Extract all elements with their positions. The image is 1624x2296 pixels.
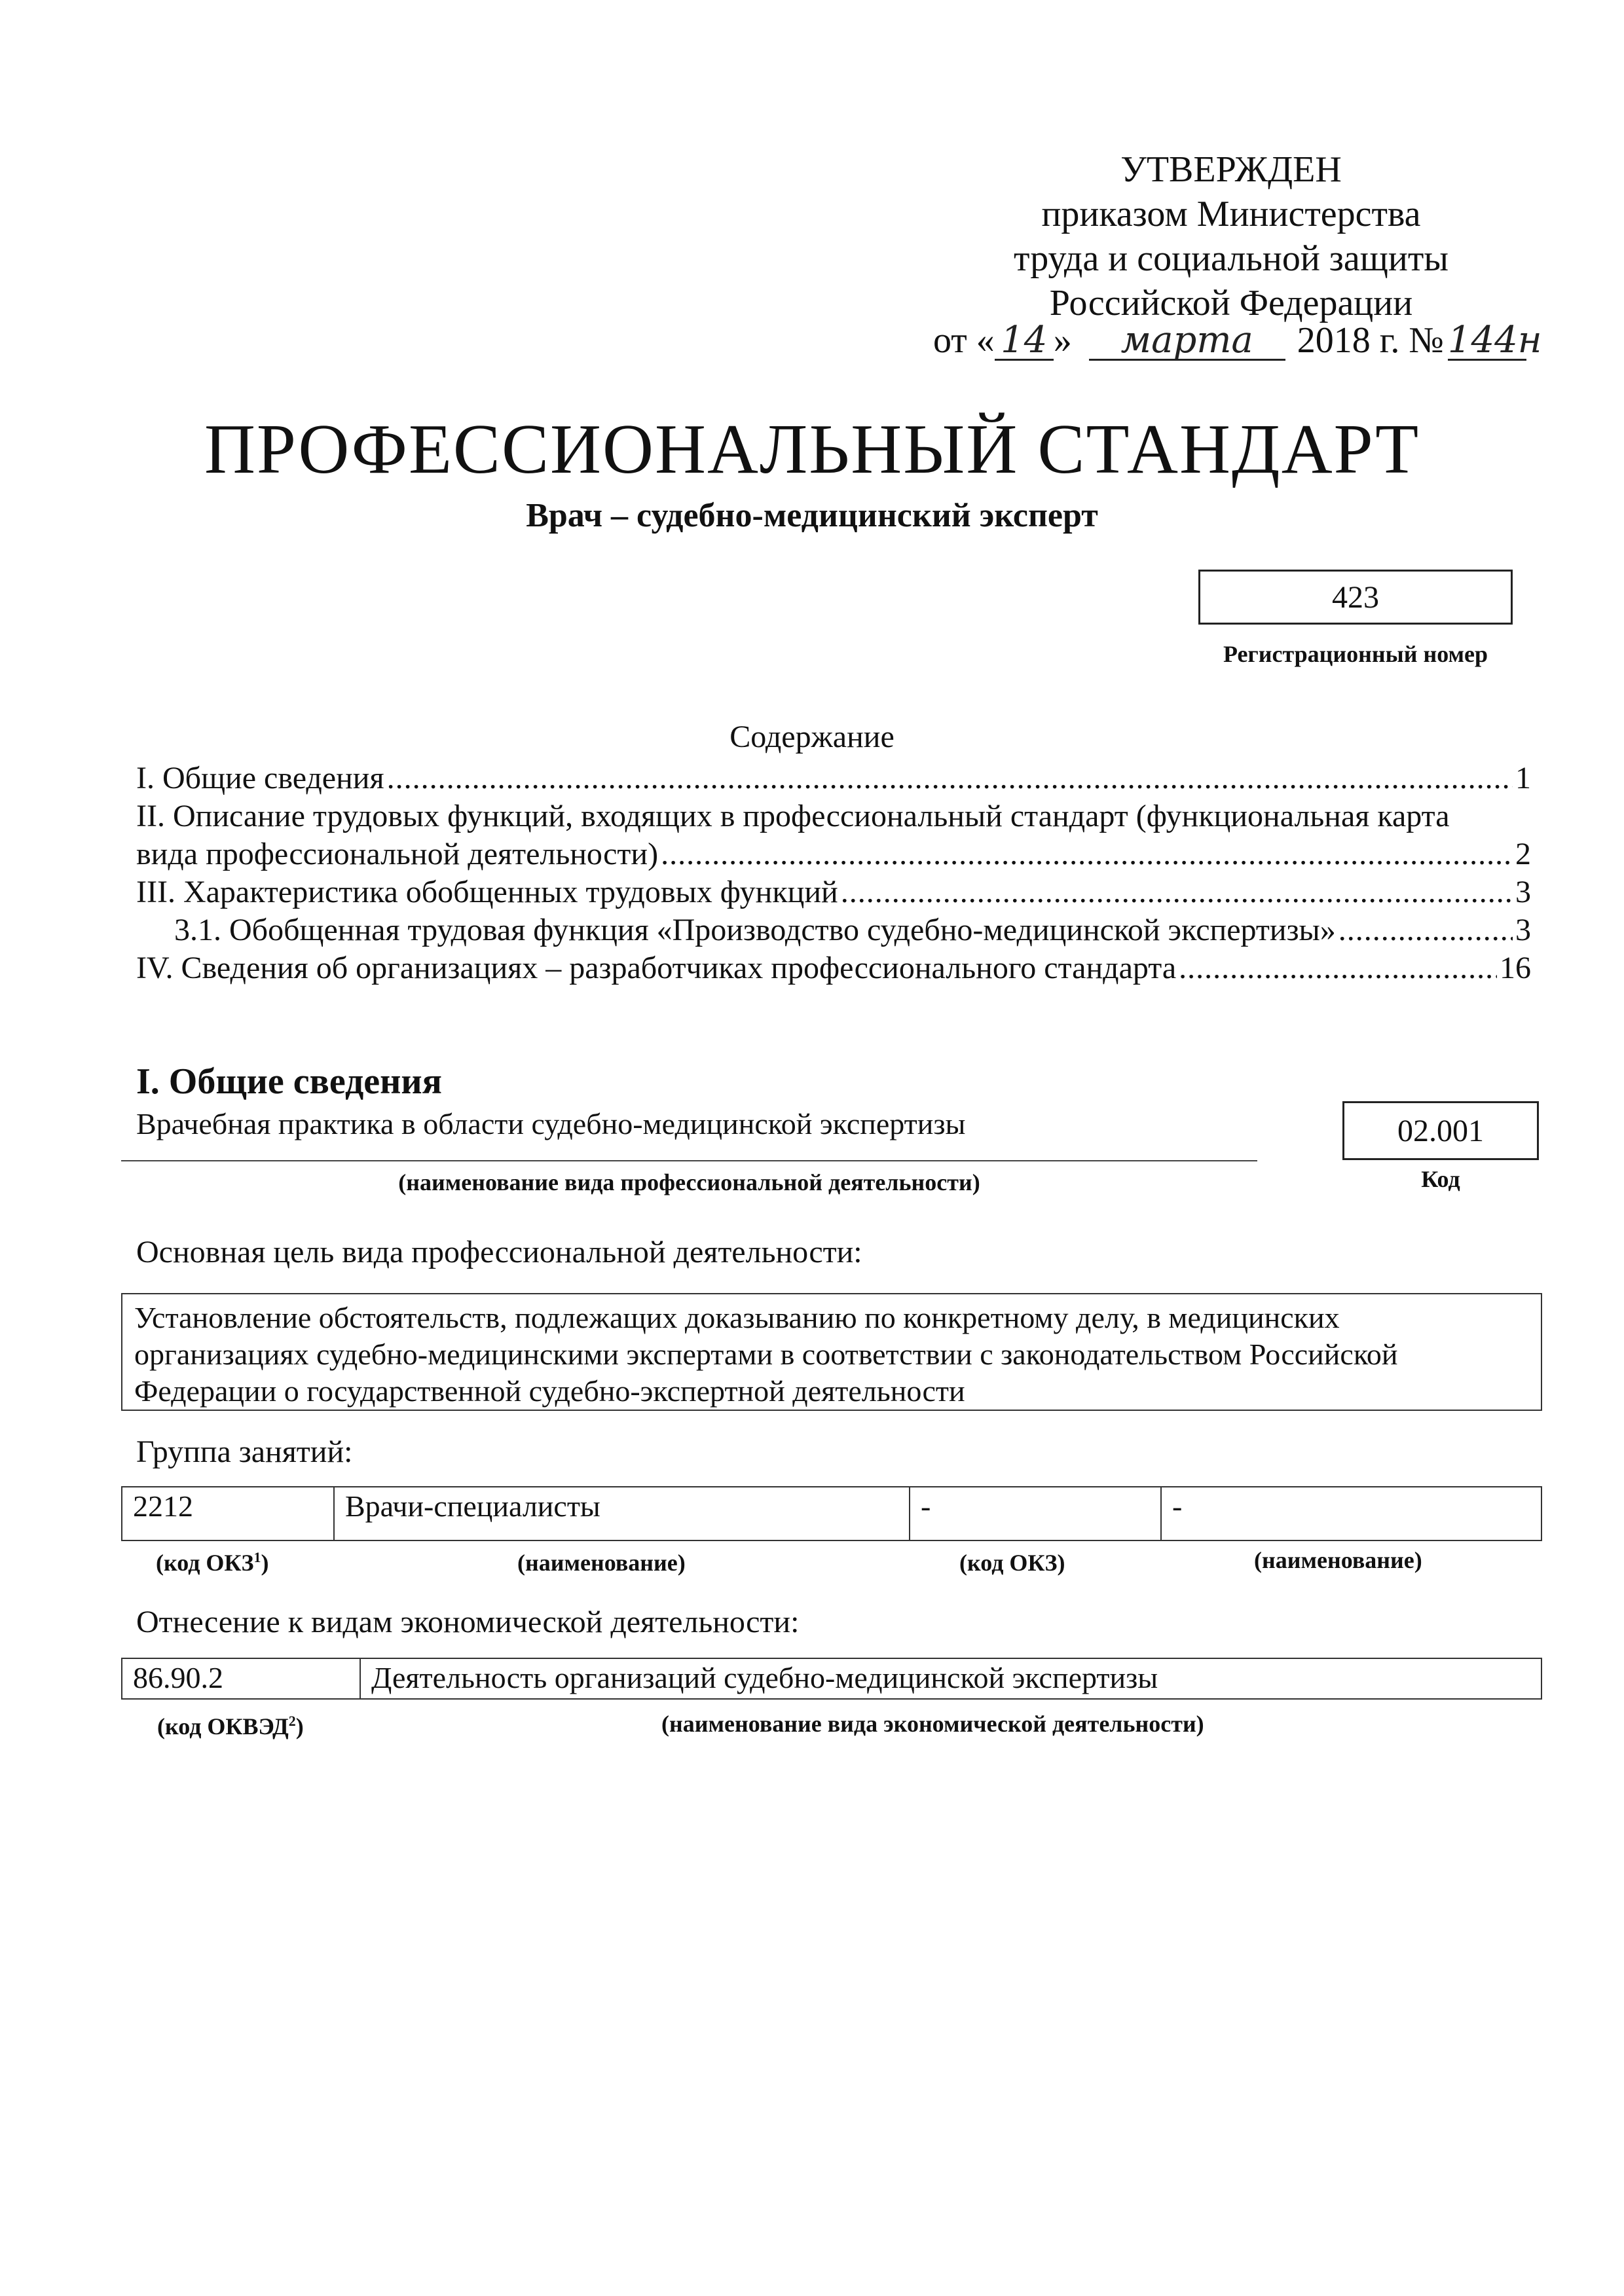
document-subtitle: Врач – судебно-медицинский эксперт bbox=[526, 497, 1098, 534]
goal-line: Установление обстоятельств, подлежащих доказыванию по конкретному делу, в медицинских bbox=[134, 1301, 1340, 1334]
toc-item-page: 1 bbox=[1515, 761, 1531, 795]
toc-item-label: вида профессиональной деятельности) bbox=[136, 837, 659, 871]
toc-item-label: III. Характеристика обобщенных трудовых функций bbox=[136, 875, 838, 909]
toc-leader bbox=[841, 873, 1513, 911]
table-row bbox=[122, 1487, 1541, 1540]
okz-caption: (код ОКЗ$^1$) bbox=[156, 1549, 269, 1576]
section-heading: I. Общие сведения bbox=[136, 1061, 442, 1102]
toc-item[interactable] bbox=[136, 949, 1531, 987]
approval-line: труда и социальной защиты bbox=[1014, 238, 1449, 279]
toc-item-page: 3 bbox=[1515, 875, 1531, 909]
order-year: 2018 г. № bbox=[1297, 320, 1444, 361]
toc-item-page: 16 bbox=[1500, 951, 1531, 985]
toc-item-label: I. Общие сведения bbox=[136, 761, 384, 795]
activity-code-box: 02.001 bbox=[1342, 1101, 1539, 1160]
name-caption: (наименование) bbox=[517, 1550, 686, 1576]
econ-label: Отнесение к видам экономической деятельности: bbox=[136, 1605, 800, 1639]
order-prefix: от « bbox=[933, 320, 995, 361]
group-label: Группа занятий: bbox=[136, 1434, 353, 1469]
goal-label: Основная цель вида профессиональной деятельности: bbox=[136, 1235, 862, 1269]
econ-activity-name-cell: Деятельность организаций судебно-медицинской экспертизы bbox=[360, 1658, 1541, 1699]
okved-code-cell: 86.90.2 bbox=[122, 1658, 360, 1699]
code-caption: Код bbox=[1421, 1166, 1460, 1192]
activity-name: Врачебная практика в области судебно-медицинской экспертизы bbox=[136, 1107, 966, 1140]
toc-item[interactable] bbox=[136, 911, 1531, 949]
occupation-name-cell: - bbox=[1161, 1487, 1541, 1540]
toc-item-page: 3 bbox=[1515, 913, 1531, 947]
order-month-handwritten: марта bbox=[1089, 322, 1285, 361]
toc-item[interactable] bbox=[136, 797, 1531, 835]
activity-caption: (наименование вида профессиональной деятельности) bbox=[398, 1169, 980, 1195]
toc-item[interactable] bbox=[136, 759, 1531, 797]
underline-divider bbox=[121, 1160, 1257, 1161]
name-caption: (наименование) bbox=[1254, 1547, 1422, 1573]
toc-leader bbox=[1338, 911, 1513, 949]
approval-line: УТВЕРЖДЕН bbox=[1120, 149, 1342, 190]
table-of-contents bbox=[136, 759, 1531, 987]
toc-item-label: IV. Сведения об организациях – разработчиках профессионального стандарта bbox=[136, 951, 1177, 985]
okz-code-cell: 2212 bbox=[122, 1487, 334, 1540]
approval-block bbox=[904, 147, 1559, 325]
goal-line: организациях судебно-медицинскими экспертами в соответствии с законодательством Российской bbox=[134, 1338, 1398, 1371]
toc-leader bbox=[1179, 949, 1497, 987]
okz-caption: (код ОКЗ) bbox=[959, 1550, 1065, 1576]
document-title: ПРОФЕССИОНАЛЬНЫЙ СТАНДАРТ bbox=[204, 410, 1420, 488]
order-line bbox=[933, 319, 1542, 361]
toc-item[interactable] bbox=[136, 873, 1531, 911]
econ-name-caption: (наименование вида экономической деятельности) bbox=[661, 1711, 1204, 1737]
occupation-group-table bbox=[121, 1486, 1542, 1541]
approval-line: Российской Федерации bbox=[1049, 283, 1413, 323]
toc-item-label: II. Описание трудовых функций, входящих в профессиональный стандарт (функциональная карта bbox=[136, 799, 1450, 833]
toc-item[interactable] bbox=[136, 835, 1531, 873]
okz-code-cell: - bbox=[910, 1487, 1161, 1540]
occupation-name-cell: Врачи-специалисты bbox=[334, 1487, 910, 1540]
toc-item-page: 2 bbox=[1515, 837, 1531, 871]
toc-heading: Содержание bbox=[729, 720, 895, 754]
toc-leader bbox=[661, 835, 1513, 873]
registration-caption: Регистрационный номер bbox=[1223, 641, 1488, 667]
okved-caption: (код ОКВЭД$^2$) bbox=[157, 1713, 304, 1740]
order-mid: » bbox=[1053, 320, 1072, 361]
economic-activity-table bbox=[121, 1658, 1542, 1700]
registration-number-box: 423 bbox=[1198, 570, 1513, 625]
toc-leader bbox=[387, 759, 1513, 797]
toc-item-label: 3.1. Обобщенная трудовая функция «Производство судебно-медицинской экспертизы» bbox=[174, 913, 1336, 947]
goal-box bbox=[121, 1293, 1542, 1411]
order-day-handwritten: 14 bbox=[995, 322, 1054, 361]
table-row bbox=[122, 1658, 1541, 1699]
order-number-handwritten: 144н bbox=[1447, 319, 1542, 361]
goal-line: Федерации о государственной судебно-экспертной деятельности bbox=[134, 1374, 965, 1408]
approval-line: приказом Министерства bbox=[1041, 194, 1421, 234]
